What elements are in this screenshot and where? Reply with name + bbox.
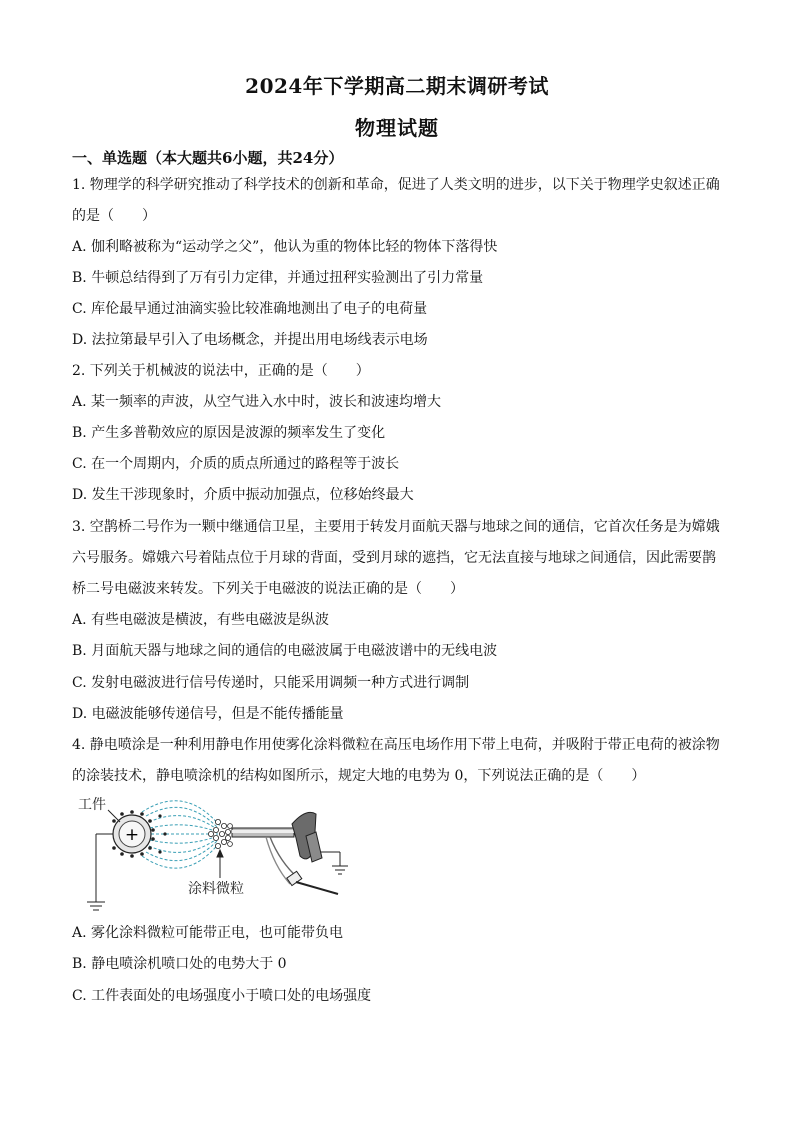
q1-option-a: A. 伽利略被称为“运动学之父”，他认为重的物体比轻的物体下落得快 (72, 239, 498, 255)
workpiece-label: 工件 (78, 797, 106, 813)
exam-subject: 物理试题 (355, 116, 439, 140)
q3-option-b: B. 月面航天器与地球之间的通信的电磁波属于电磁波谱中的无线电波 (72, 643, 498, 659)
q4-stem-line2: 的涂装技术，静电喷涂机的结构如图所示，规定大地的电势为 0，下列说法正确的是（ ） (72, 768, 646, 784)
q1-stem-line2: 的是（ ） (72, 208, 156, 224)
q2-option-b: B. 产生多普勒效应的原因是波源的频率发生了变化 (72, 425, 386, 441)
q2-option-d: D. 发生干涉现象时，介质中振动加强点，位移始终最大 (72, 487, 414, 503)
q4-stem-line1: 4. 静电喷涂是一种利用静电作用使雾化涂料微粒在高压电场作用下带上电荷，并吸附于带正电荷的被涂物 (72, 737, 720, 753)
q3-option-a: A. 有些电磁波是横波，有些电磁波是纵波 (72, 612, 330, 628)
q2-option-a: A. 某一频率的声波，从空气进入水中时，波长和波速均增大 (72, 394, 442, 410)
spray-painting-figure (70, 792, 370, 920)
q3-option-c: C. 发射电磁波进行信号传递时，只能采用调频一种方式进行调制 (72, 675, 470, 691)
q4-option-c: C. 工件表面处的电场强度小于喷口处的电场强度 (72, 988, 372, 1004)
q4-option-b: B. 静电喷涂机喷口处的电势大于 0 (72, 956, 287, 972)
q3-option-d: D. 电磁波能够传递信号，但是不能传播能量 (72, 706, 344, 722)
exam-title: 2024年下学期高二期末调研考试 (245, 74, 549, 98)
q1-option-d: D. 法拉第最早引入了电场概念，并提出用电场线表示电场 (72, 332, 428, 348)
q1-option-c: C. 库伦最早通过油滴实验比较准确地测出了电子的电荷量 (72, 301, 428, 317)
q4-option-a: A. 雾化涂料微粒可能带正电，也可能带负电 (72, 925, 344, 941)
q3-stem-line3: 桥二号电磁波来转发。下列关于电磁波的说法正确的是（ ） (72, 581, 464, 597)
q2-option-c: C. 在一个周期内，介质的质点所通过的路程等于波长 (72, 456, 400, 472)
spray-gun-icon (232, 812, 338, 894)
section-heading: 一、单选题（本大题共6小题，共24分） (72, 149, 344, 167)
q1-option-b: B. 牛顿总结得到了万有引力定律，并通过扭秤实验测出了引力常量 (72, 270, 484, 286)
particles-arrow-icon (217, 850, 223, 878)
positive-charge-sign: + (124, 825, 140, 845)
q3-stem-line1: 3. 空鹊桥二号作为一颗中继通信卫星，主要用于转发月面航天器与地球之间的通信，它首次任务是为嫦娥 (72, 519, 720, 535)
q3-stem-line2: 六号服务。嫦娥六号着陆点位于月球的背面，受到月球的遮挡，它无法直接与地球之间通信，因此需要鹊 (72, 550, 716, 566)
q2-stem-line1: 2. 下列关于机械波的说法中，正确的是（ ） (72, 363, 370, 379)
q1-stem-line1: 1. 物理学的科学研究推动了科学技术的创新和革命，促进了人类文明的进步，以下关于物理学史叙述正确 (72, 177, 720, 193)
paint-particles-icon (208, 819, 232, 848)
paint-particles-label: 涂料微粒 (188, 881, 244, 897)
ground-symbol-icon (320, 852, 348, 874)
